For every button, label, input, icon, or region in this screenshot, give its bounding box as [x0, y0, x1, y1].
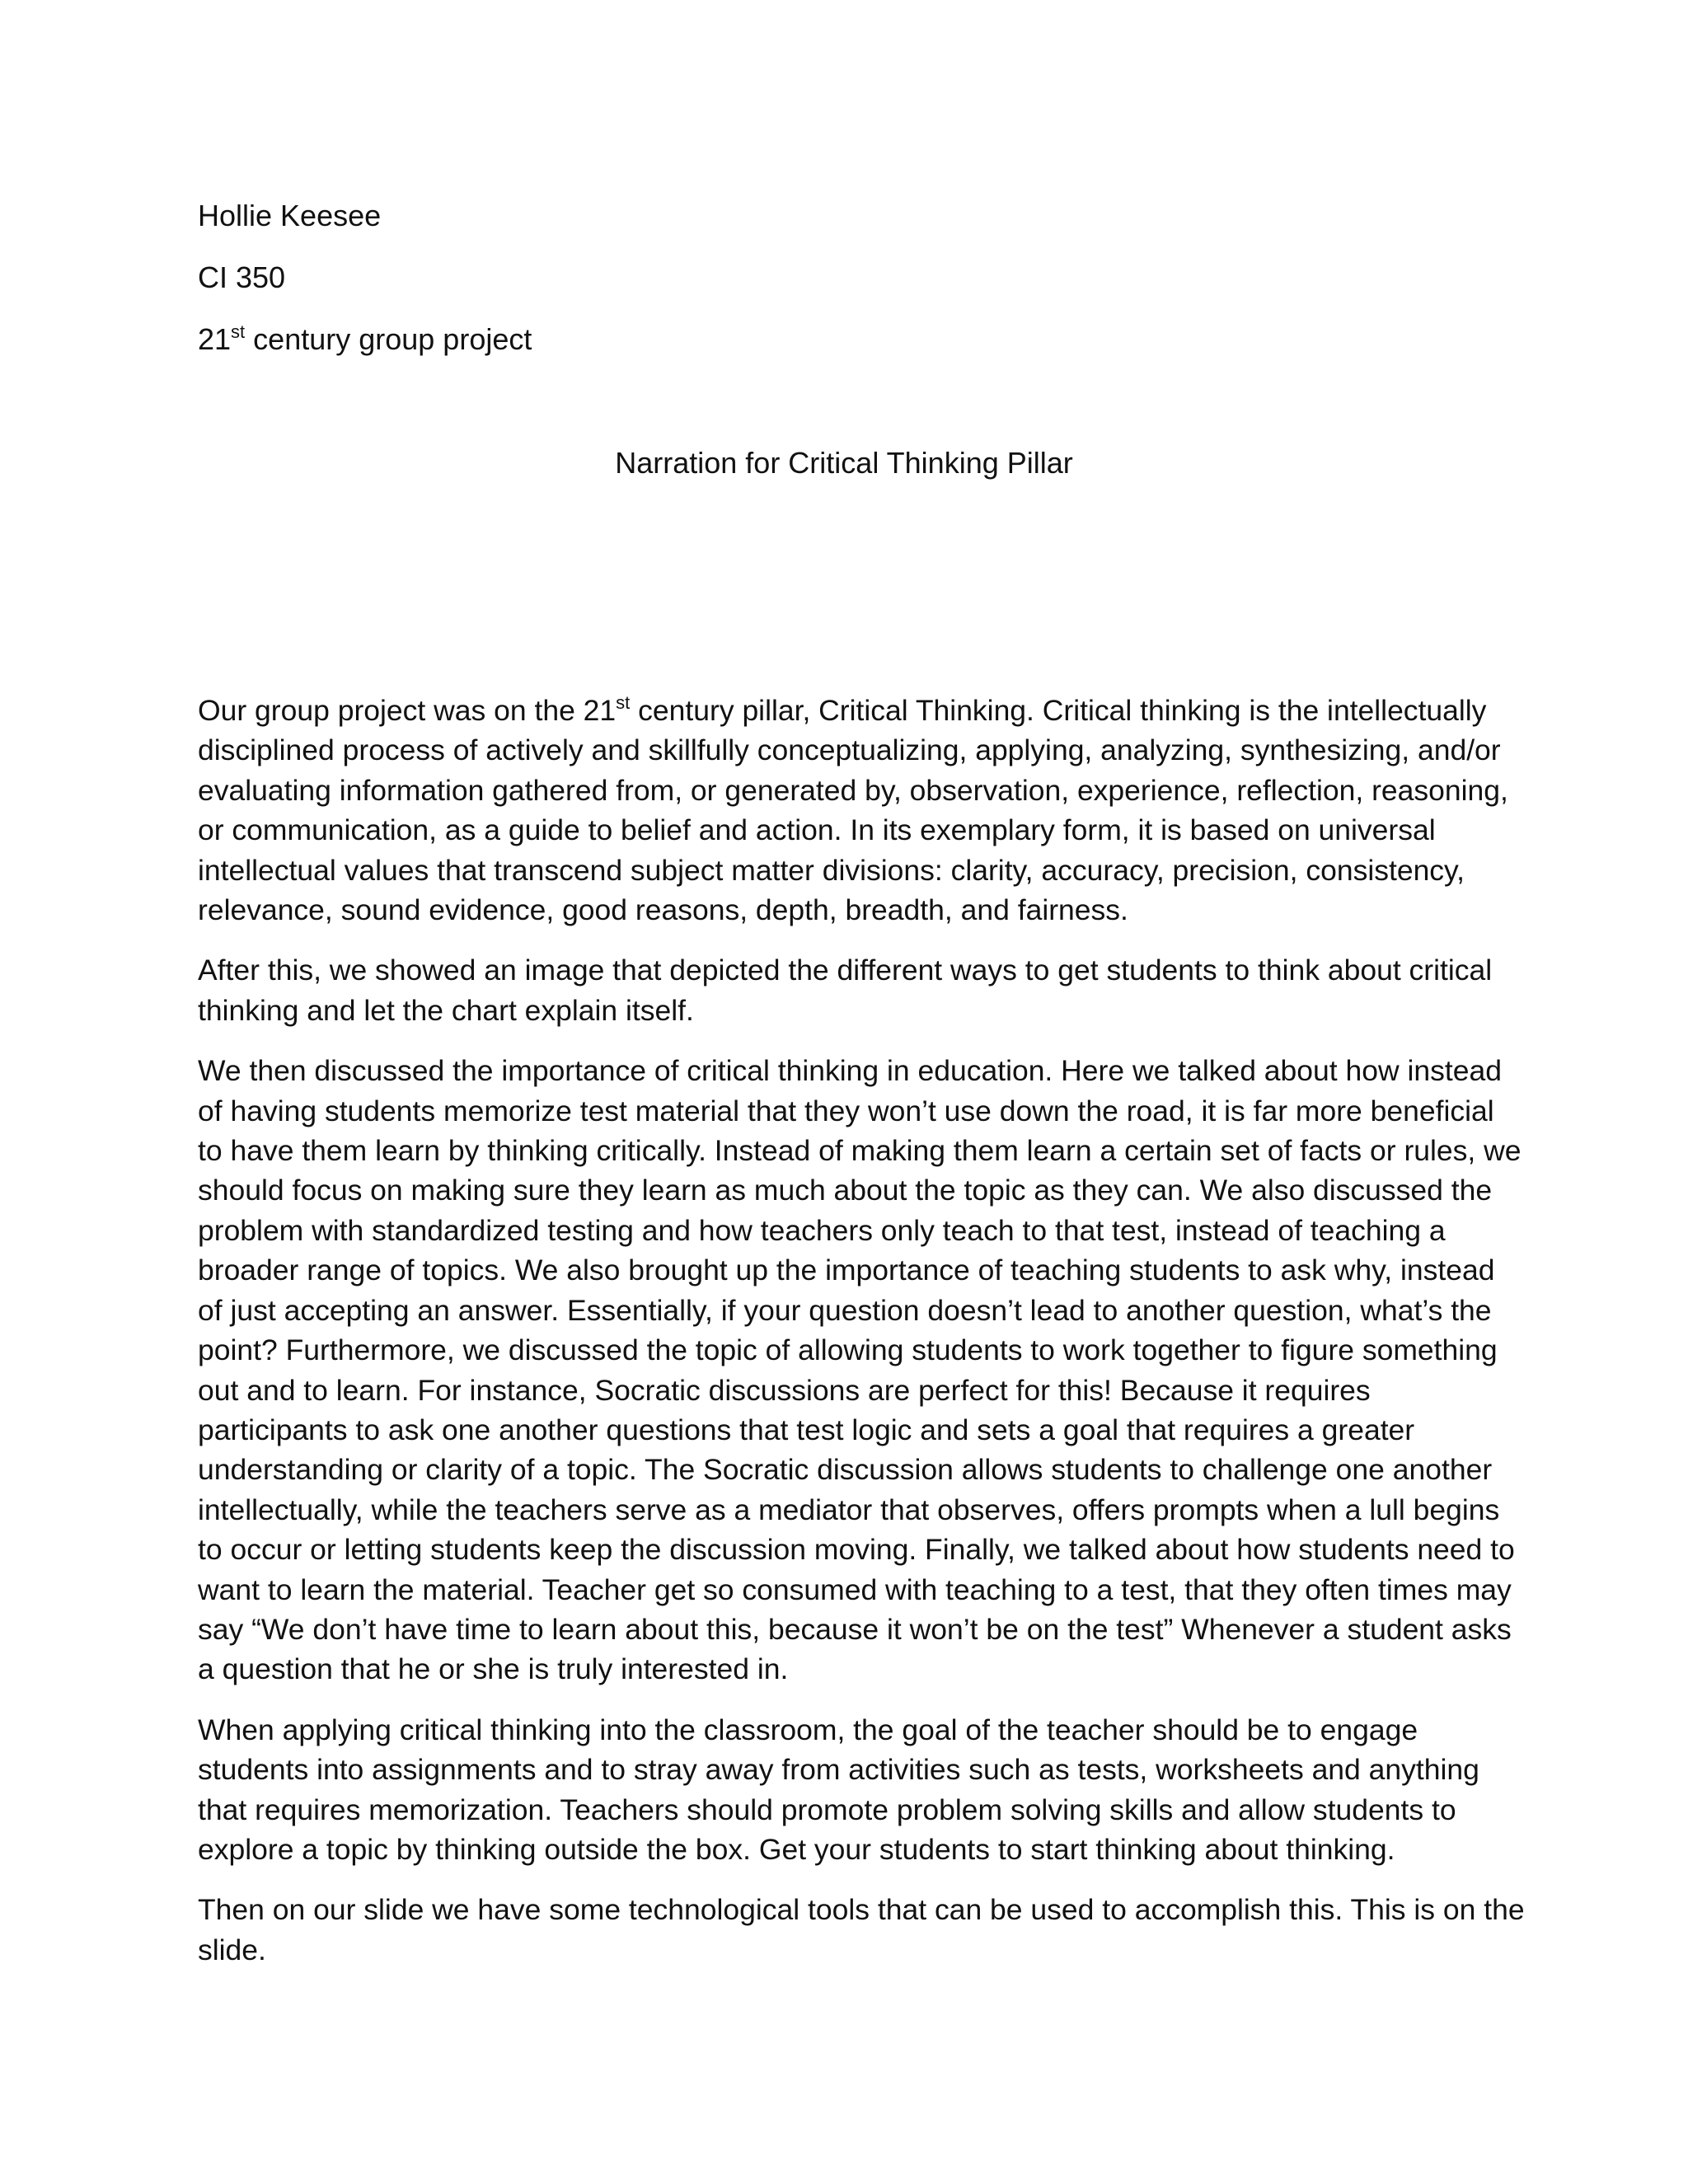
paragraph-intro-ordinal-suffix: st [616, 692, 631, 713]
project-label-rest: century group project [245, 322, 532, 356]
paragraph-classroom: When applying critical thinking into the classroom, the goal of the teacher should be to engage students into assignments and to stray away from activities such as tests, worksheets and anything that requires memorization. Teachers should promote problem solving skills and allow students to explore a topic by thinking outside the box. Get your students to start thinking about thinking. [198, 1713, 1479, 1866]
paragraph-intro [198, 691, 1525, 930]
course-code: CI 350 [198, 260, 286, 294]
project-label [198, 320, 532, 359]
author-name: Hollie Keesee [198, 199, 382, 232]
paragraph-intro-rest: century pillar, Critical Thinking. Critical thinking is the intellectually disciplined process of actively and skillfully conceptualizing, applying, analyzing, synthesizing, and/or evaluating information gathered from, or generated by, observation, experience, reflection, reasoning, or communication, as a guide to belief and action. In its exemplary form, it is based on universal intellectual values that transcend subject matter divisions: clarity, accuracy, precision, consistency, relevance, sound evidence, good reasons, depth, breadth, and fairness. [198, 694, 1508, 927]
paragraph-intro-start: Our group project was on the 21 [198, 694, 617, 727]
paragraph-tools: Then on our slide we have some technological tools that can be used to accomplish this. This is on the slide. [198, 1893, 1525, 1966]
paragraph-image: After this, we showed an image that depicted the different ways to get students to think about critical thinking and let the chart explain itself. [198, 954, 1493, 1027]
project-number: 21 [198, 322, 232, 356]
project-ordinal-suffix: st [231, 321, 246, 342]
paragraph-importance: We then discussed the importance of critical thinking in education. Here we talked about how instead of having students memorize test material that they won’t use down the road, it is far more beneficial to have them learn by thinking critically. Instead of making them learn a certain set of facts or rules, we should focus on making sure they learn as much about the topic as they can. We also discussed the problem with standardized testing and how teachers only teach to that test, instead of teaching a broader range of topics. We also brought up the importance of teaching students to ask why, instead of just accepting an answer. Essentially, if your question doesn’t lead to another question, what’s the point? Furthermore, we discussed the topic of allowing students to work together to figure something out and to learn. For instance, Socratic discussions are perfect for this! Because it requires participants to ask one another questions that test logic and sets a goal that requires a greater understanding or clarity of a topic. The Socratic discussion allows students to challenge one another intellectually, while the teachers serve as a mediator that observes, offers prompts when a lull begins to occur or letting students keep the discussion moving. Finally, we talked about how students need to want to learn the material. Teacher get so consumed with teaching to a test, that they often times may say “We don’t have time to learn about this, because it won’t be on the test” Whenever a student asks a question that he or she is truly interested in. [198, 1054, 1522, 1686]
document-body [198, 691, 1525, 1990]
document-title: Narration for Critical Thinking Pillar [615, 446, 1073, 480]
